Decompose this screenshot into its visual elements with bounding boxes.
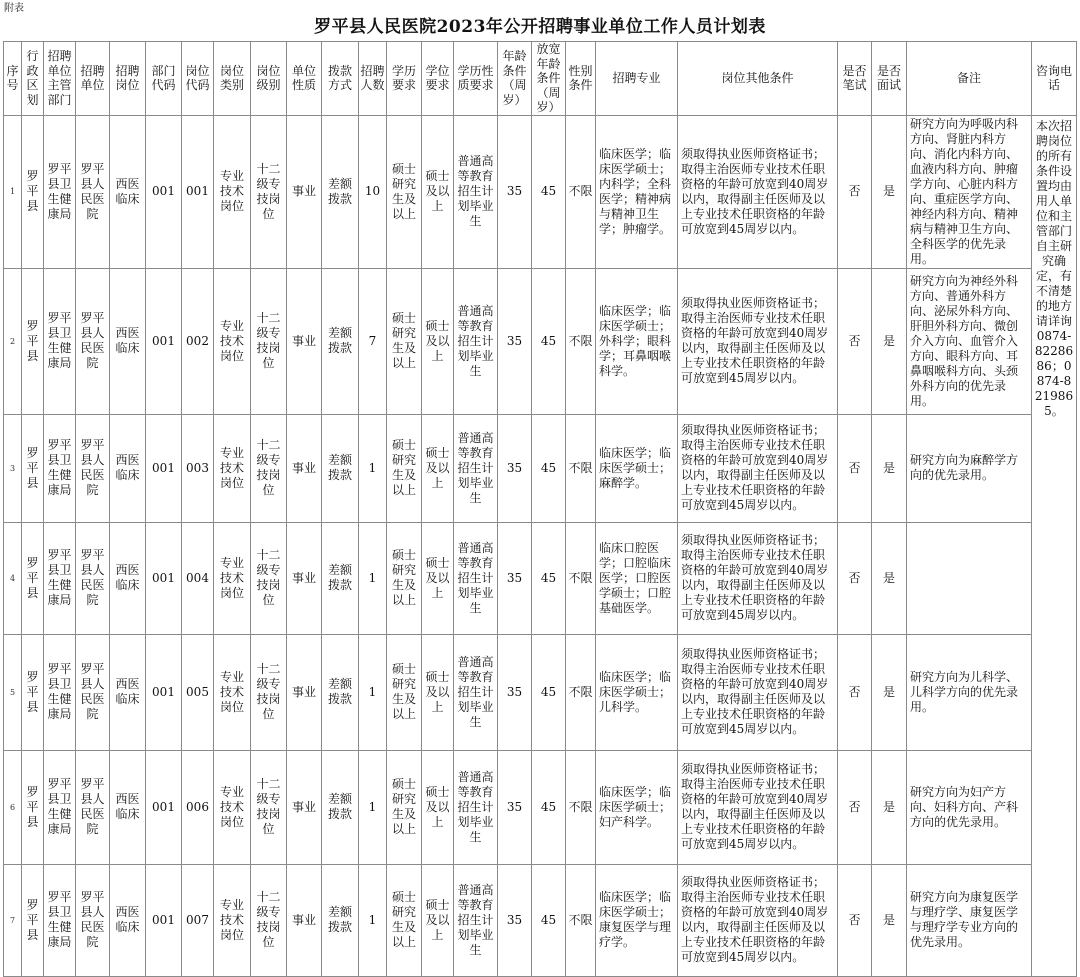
cell-age-relaxed: 45 [532, 115, 566, 268]
cell-seq: 3 [4, 414, 22, 522]
cell-age: 35 [498, 634, 532, 750]
cell-degree: 硕士及以上 [422, 864, 454, 976]
cell-other: 须取得执业医师资格证书；取得主治医师专业技术任职资格的年龄可放宽到40周岁以内，取得副主任医师及以上专业技术任职资格的年龄可放宽到45周岁以内。 [678, 864, 838, 976]
cell-count: 1 [359, 864, 387, 976]
header-major: 招聘专业 [596, 42, 678, 116]
cell-funding: 差额拨款 [322, 414, 359, 522]
header-edu: 学历要求 [387, 42, 422, 116]
cell-count: 1 [359, 634, 387, 750]
cell-post: 西医临床 [110, 634, 146, 750]
cell-age-relaxed: 45 [532, 750, 566, 864]
cell-major: 临床医学；临床医学硕士；外科学；眼科学；耳鼻咽喉科学。 [596, 268, 678, 414]
cell-written: 否 [838, 268, 872, 414]
table-row [4, 864, 1077, 976]
header-dept-code: 部门代码 [146, 42, 182, 116]
cell-gender: 不限 [566, 268, 596, 414]
cell-post: 西医临床 [110, 268, 146, 414]
cell-funding: 差额拨款 [322, 115, 359, 268]
header-row [4, 42, 1077, 116]
cell-count: 1 [359, 414, 387, 522]
cell-post-level: 十二级专技岗位 [251, 522, 287, 634]
cell-remark: 研究方向为神经外科方向、普通外科方向、泌尿外科方向、肝胆外科方向、微创介入方向、血管介入方向、眼科方向、耳鼻咽喉科方向、头颈外科方向的优先录用。 [907, 268, 1032, 414]
cell-region: 罗平县 [22, 634, 44, 750]
table-row [4, 522, 1077, 634]
cell-edu-nature: 普通高等教育招生计划毕业生 [454, 268, 498, 414]
cell-unit-nature: 事业 [287, 750, 322, 864]
cell-post-type: 专业技术岗位 [214, 634, 251, 750]
cell-dept: 罗平县卫生健康局 [44, 268, 76, 414]
cell-age-relaxed: 45 [532, 634, 566, 750]
cell-post-level: 十二级专技岗位 [251, 414, 287, 522]
cell-dept: 罗平县卫生健康局 [44, 115, 76, 268]
cell-edu-nature: 普通高等教育招生计划毕业生 [454, 634, 498, 750]
cell-unit-nature: 事业 [287, 864, 322, 976]
cell-post: 西医临床 [110, 115, 146, 268]
header-funding: 拨款方式 [322, 42, 359, 116]
cell-age: 35 [498, 268, 532, 414]
cell-age: 35 [498, 522, 532, 634]
cell-dept-code: 001 [146, 634, 182, 750]
cell-interview: 是 [872, 115, 907, 268]
cell-edu: 硕士研究生及以上 [387, 750, 422, 864]
cell-unit: 罗平县人民医院 [76, 864, 110, 976]
cell-post-level: 十二级专技岗位 [251, 864, 287, 976]
cell-unit-nature: 事业 [287, 634, 322, 750]
cell-count: 1 [359, 522, 387, 634]
cell-gender: 不限 [566, 115, 596, 268]
cell-post-type: 专业技术岗位 [214, 522, 251, 634]
cell-funding: 差额拨款 [322, 750, 359, 864]
cell-post: 西医临床 [110, 522, 146, 634]
cell-written: 否 [838, 864, 872, 976]
cell-unit-nature: 事业 [287, 115, 322, 268]
cell-edu-nature: 普通高等教育招生计划毕业生 [454, 414, 498, 522]
cell-dept: 罗平县卫生健康局 [44, 522, 76, 634]
cell-other: 须取得执业医师资格证书；取得主治医师专业技术任职资格的年龄可放宽到40周岁以内，取得副主任医师及以上专业技术任职资格的年龄可放宽到45周岁以内。 [678, 268, 838, 414]
cell-region: 罗平县 [22, 522, 44, 634]
cell-degree: 硕士及以上 [422, 750, 454, 864]
cell-seq: 6 [4, 750, 22, 864]
cell-other: 须取得执业医师资格证书；取得主治医师专业技术任职资格的年龄可放宽到40周岁以内，取得副主任医师及以上专业技术任职资格的年龄可放宽到45周岁以内。 [678, 522, 838, 634]
cell-unit: 罗平县人民医院 [76, 634, 110, 750]
cell-written: 否 [838, 750, 872, 864]
cell-post-type: 专业技术岗位 [214, 864, 251, 976]
cell-unit-nature: 事业 [287, 268, 322, 414]
cell-degree: 硕士及以上 [422, 522, 454, 634]
cell-region: 罗平县 [22, 864, 44, 976]
header-interview: 是否面试 [872, 42, 907, 116]
cell-unit-nature: 事业 [287, 414, 322, 522]
table-body [4, 115, 1077, 976]
table-row [4, 268, 1077, 414]
header-post-level: 岗位级别 [251, 42, 287, 116]
table-row [4, 115, 1077, 268]
cell-other: 须取得执业医师资格证书；取得主治医师专业技术任职资格的年龄可放宽到40周岁以内，取得副主任医师及以上专业技术任职资格的年龄可放宽到45周岁以内。 [678, 750, 838, 864]
cell-count: 7 [359, 268, 387, 414]
cell-gender: 不限 [566, 750, 596, 864]
cell-interview: 是 [872, 268, 907, 414]
cell-post: 西医临床 [110, 864, 146, 976]
cell-degree: 硕士及以上 [422, 634, 454, 750]
recruitment-plan-table [3, 41, 1077, 977]
cell-dept-code: 001 [146, 864, 182, 976]
cell-post-type: 专业技术岗位 [214, 414, 251, 522]
header-gender: 性别条件 [566, 42, 596, 116]
header-region: 行政区划 [22, 42, 44, 116]
cell-edu-nature: 普通高等教育招生计划毕业生 [454, 864, 498, 976]
cell-other: 须取得执业医师资格证书；取得主治医师专业技术任职资格的年龄可放宽到40周岁以内，取得副主任医师及以上专业技术任职资格的年龄可放宽到45周岁以内。 [678, 634, 838, 750]
header-edu-nature: 学历性质要求 [454, 42, 498, 116]
cell-dept-code: 001 [146, 115, 182, 268]
header-unit: 招聘单位 [76, 42, 110, 116]
header-age: 年龄条件（周岁） [498, 42, 532, 116]
cell-unit: 罗平县人民医院 [76, 522, 110, 634]
cell-gender: 不限 [566, 864, 596, 976]
cell-post: 西医临床 [110, 750, 146, 864]
cell-seq: 7 [4, 864, 22, 976]
cell-edu: 硕士研究生及以上 [387, 268, 422, 414]
cell-gender: 不限 [566, 522, 596, 634]
header-written: 是否笔试 [838, 42, 872, 116]
cell-edu: 硕士研究生及以上 [387, 522, 422, 634]
cell-age-relaxed: 45 [532, 414, 566, 522]
cell-dept: 罗平县卫生健康局 [44, 750, 76, 864]
cell-funding: 差额拨款 [322, 864, 359, 976]
cell-major: 临床医学；临床医学硕士；内科学；全科医学；精神病与精神卫生学；肿瘤学。 [596, 115, 678, 268]
cell-funding: 差额拨款 [322, 268, 359, 414]
cell-edu: 硕士研究生及以上 [387, 115, 422, 268]
header-post: 招聘岗位 [110, 42, 146, 116]
cell-interview: 是 [872, 522, 907, 634]
cell-interview: 是 [872, 634, 907, 750]
cell-written: 否 [838, 522, 872, 634]
cell-dept: 罗平县卫生健康局 [44, 864, 76, 976]
header-seq: 序号 [4, 42, 22, 116]
cell-edu-nature: 普通高等教育招生计划毕业生 [454, 750, 498, 864]
cell-unit: 罗平县人民医院 [76, 750, 110, 864]
cell-age-relaxed: 45 [532, 864, 566, 976]
header-unit-nature: 单位性质 [287, 42, 322, 116]
cell-dept: 罗平县卫生健康局 [44, 634, 76, 750]
annex-label: 附表 [4, 3, 24, 14]
cell-major: 临床口腔医学；口腔临床医学；口腔医学硕士；口腔基础医学。 [596, 522, 678, 634]
header-dept: 招聘单位主管部门 [44, 42, 76, 116]
cell-edu: 硕士研究生及以上 [387, 634, 422, 750]
cell-seq: 2 [4, 268, 22, 414]
cell-other: 须取得执业医师资格证书；取得主治医师专业技术任职资格的年龄可放宽到40周岁以内，取得副主任医师及以上专业技术任职资格的年龄可放宽到45周岁以内。 [678, 414, 838, 522]
cell-dept: 罗平县卫生健康局 [44, 414, 76, 522]
header-remark: 备注 [907, 42, 1032, 116]
table-row [4, 750, 1077, 864]
cell-other: 须取得执业医师资格证书；取得主治医师专业技术任职资格的年龄可放宽到40周岁以内，取得副主任医师及以上专业技术任职资格的年龄可放宽到45周岁以内。 [678, 115, 838, 268]
cell-major: 临床医学；临床医学硕士；康复医学与理疗学。 [596, 864, 678, 976]
cell-post-level: 十二级专技岗位 [251, 268, 287, 414]
cell-count: 10 [359, 115, 387, 268]
header-degree: 学位要求 [422, 42, 454, 116]
cell-remark: 研究方向为呼吸内科方向、肾脏内科方向、消化内科方向、血液内科方向、肿瘤学方向、心脏内科方向、重症医学方向、神经内科方向、精神病与精神卫生方向、全科医学的优先录用。 [907, 115, 1032, 268]
header-count: 招聘人数 [359, 42, 387, 116]
cell-age: 35 [498, 750, 532, 864]
cell-dept-code: 001 [146, 268, 182, 414]
cell-unit: 罗平县人民医院 [76, 268, 110, 414]
cell-post-code: 001 [182, 115, 214, 268]
table-row [4, 414, 1077, 522]
cell-interview: 是 [872, 414, 907, 522]
header-post-code: 岗位代码 [182, 42, 214, 116]
cell-interview: 是 [872, 750, 907, 864]
cell-post-type: 专业技术岗位 [214, 750, 251, 864]
cell-remark: 研究方向为麻醉学方向的优先录用。 [907, 414, 1032, 522]
cell-age-relaxed: 45 [532, 268, 566, 414]
cell-written: 否 [838, 115, 872, 268]
cell-unit-nature: 事业 [287, 522, 322, 634]
cell-region: 罗平县 [22, 115, 44, 268]
cell-post-level: 十二级专技岗位 [251, 634, 287, 750]
cell-funding: 差额拨款 [322, 522, 359, 634]
cell-written: 否 [838, 634, 872, 750]
cell-region: 罗平县 [22, 414, 44, 522]
cell-seq: 1 [4, 115, 22, 268]
cell-gender: 不限 [566, 634, 596, 750]
cell-seq: 5 [4, 634, 22, 750]
cell-consult [1032, 115, 1077, 976]
cell-interview: 是 [872, 864, 907, 976]
header-consult: 咨询电话 [1032, 42, 1077, 116]
cell-post-code: 003 [182, 414, 214, 522]
cell-gender: 不限 [566, 414, 596, 522]
header-age-relaxed: 放宽年龄条件（周岁） [532, 42, 566, 116]
cell-edu: 硕士研究生及以上 [387, 414, 422, 522]
table-row [4, 634, 1077, 750]
cell-region: 罗平县 [22, 268, 44, 414]
cell-post-code: 004 [182, 522, 214, 634]
cell-age: 35 [498, 115, 532, 268]
cell-dept-code: 001 [146, 750, 182, 864]
cell-unit: 罗平县人民医院 [76, 115, 110, 268]
cell-post-code: 006 [182, 750, 214, 864]
cell-remark [907, 522, 1032, 634]
cell-remark: 研究方向为妇产方向、妇科方向、产科方向的优先录用。 [907, 750, 1032, 864]
cell-post-code: 002 [182, 268, 214, 414]
cell-region: 罗平县 [22, 750, 44, 864]
cell-edu: 硕士研究生及以上 [387, 864, 422, 976]
cell-dept-code: 001 [146, 414, 182, 522]
cell-post-code: 007 [182, 864, 214, 976]
cell-dept-code: 001 [146, 522, 182, 634]
cell-degree: 硕士及以上 [422, 268, 454, 414]
cell-degree: 硕士及以上 [422, 414, 454, 522]
cell-funding: 差额拨款 [322, 634, 359, 750]
cell-edu-nature: 普通高等教育招生计划毕业生 [454, 522, 498, 634]
cell-degree: 硕士及以上 [422, 115, 454, 268]
cell-remark: 研究方向为儿科学、儿科学方向的优先录用。 [907, 634, 1032, 750]
cell-post-type: 专业技术岗位 [214, 268, 251, 414]
cell-age: 35 [498, 414, 532, 522]
cell-unit: 罗平县人民医院 [76, 414, 110, 522]
cell-written: 否 [838, 414, 872, 522]
cell-edu-nature: 普通高等教育招生计划毕业生 [454, 115, 498, 268]
header-post-type: 岗位类别 [214, 42, 251, 116]
consult-text: 本次招聘岗位的所有条件设置均由用人单位和主管部门自主研究确定，有不清楚的地方请详询0874-8228686；0874-8219865。 [1034, 118, 1074, 418]
cell-age: 35 [498, 864, 532, 976]
cell-major: 临床医学；临床医学硕士；麻醉学。 [596, 414, 678, 522]
page-title: 罗平县人民医院2023年公开招聘事业单位工作人员计划表 [314, 17, 766, 37]
cell-post-level: 十二级专技岗位 [251, 115, 287, 268]
cell-seq: 4 [4, 522, 22, 634]
cell-post-type: 专业技术岗位 [214, 115, 251, 268]
cell-count: 1 [359, 750, 387, 864]
cell-remark: 研究方向为康复医学与理疗学、康复医学与理疗学专业方向的优先录用。 [907, 864, 1032, 976]
cell-major: 临床医学；临床医学硕士；妇产科学。 [596, 750, 678, 864]
cell-post-code: 005 [182, 634, 214, 750]
cell-post-level: 十二级专技岗位 [251, 750, 287, 864]
header-other: 岗位其他条件 [678, 42, 838, 116]
cell-age-relaxed: 45 [532, 522, 566, 634]
cell-post: 西医临床 [110, 414, 146, 522]
cell-major: 临床医学；临床医学硕士；儿科学。 [596, 634, 678, 750]
